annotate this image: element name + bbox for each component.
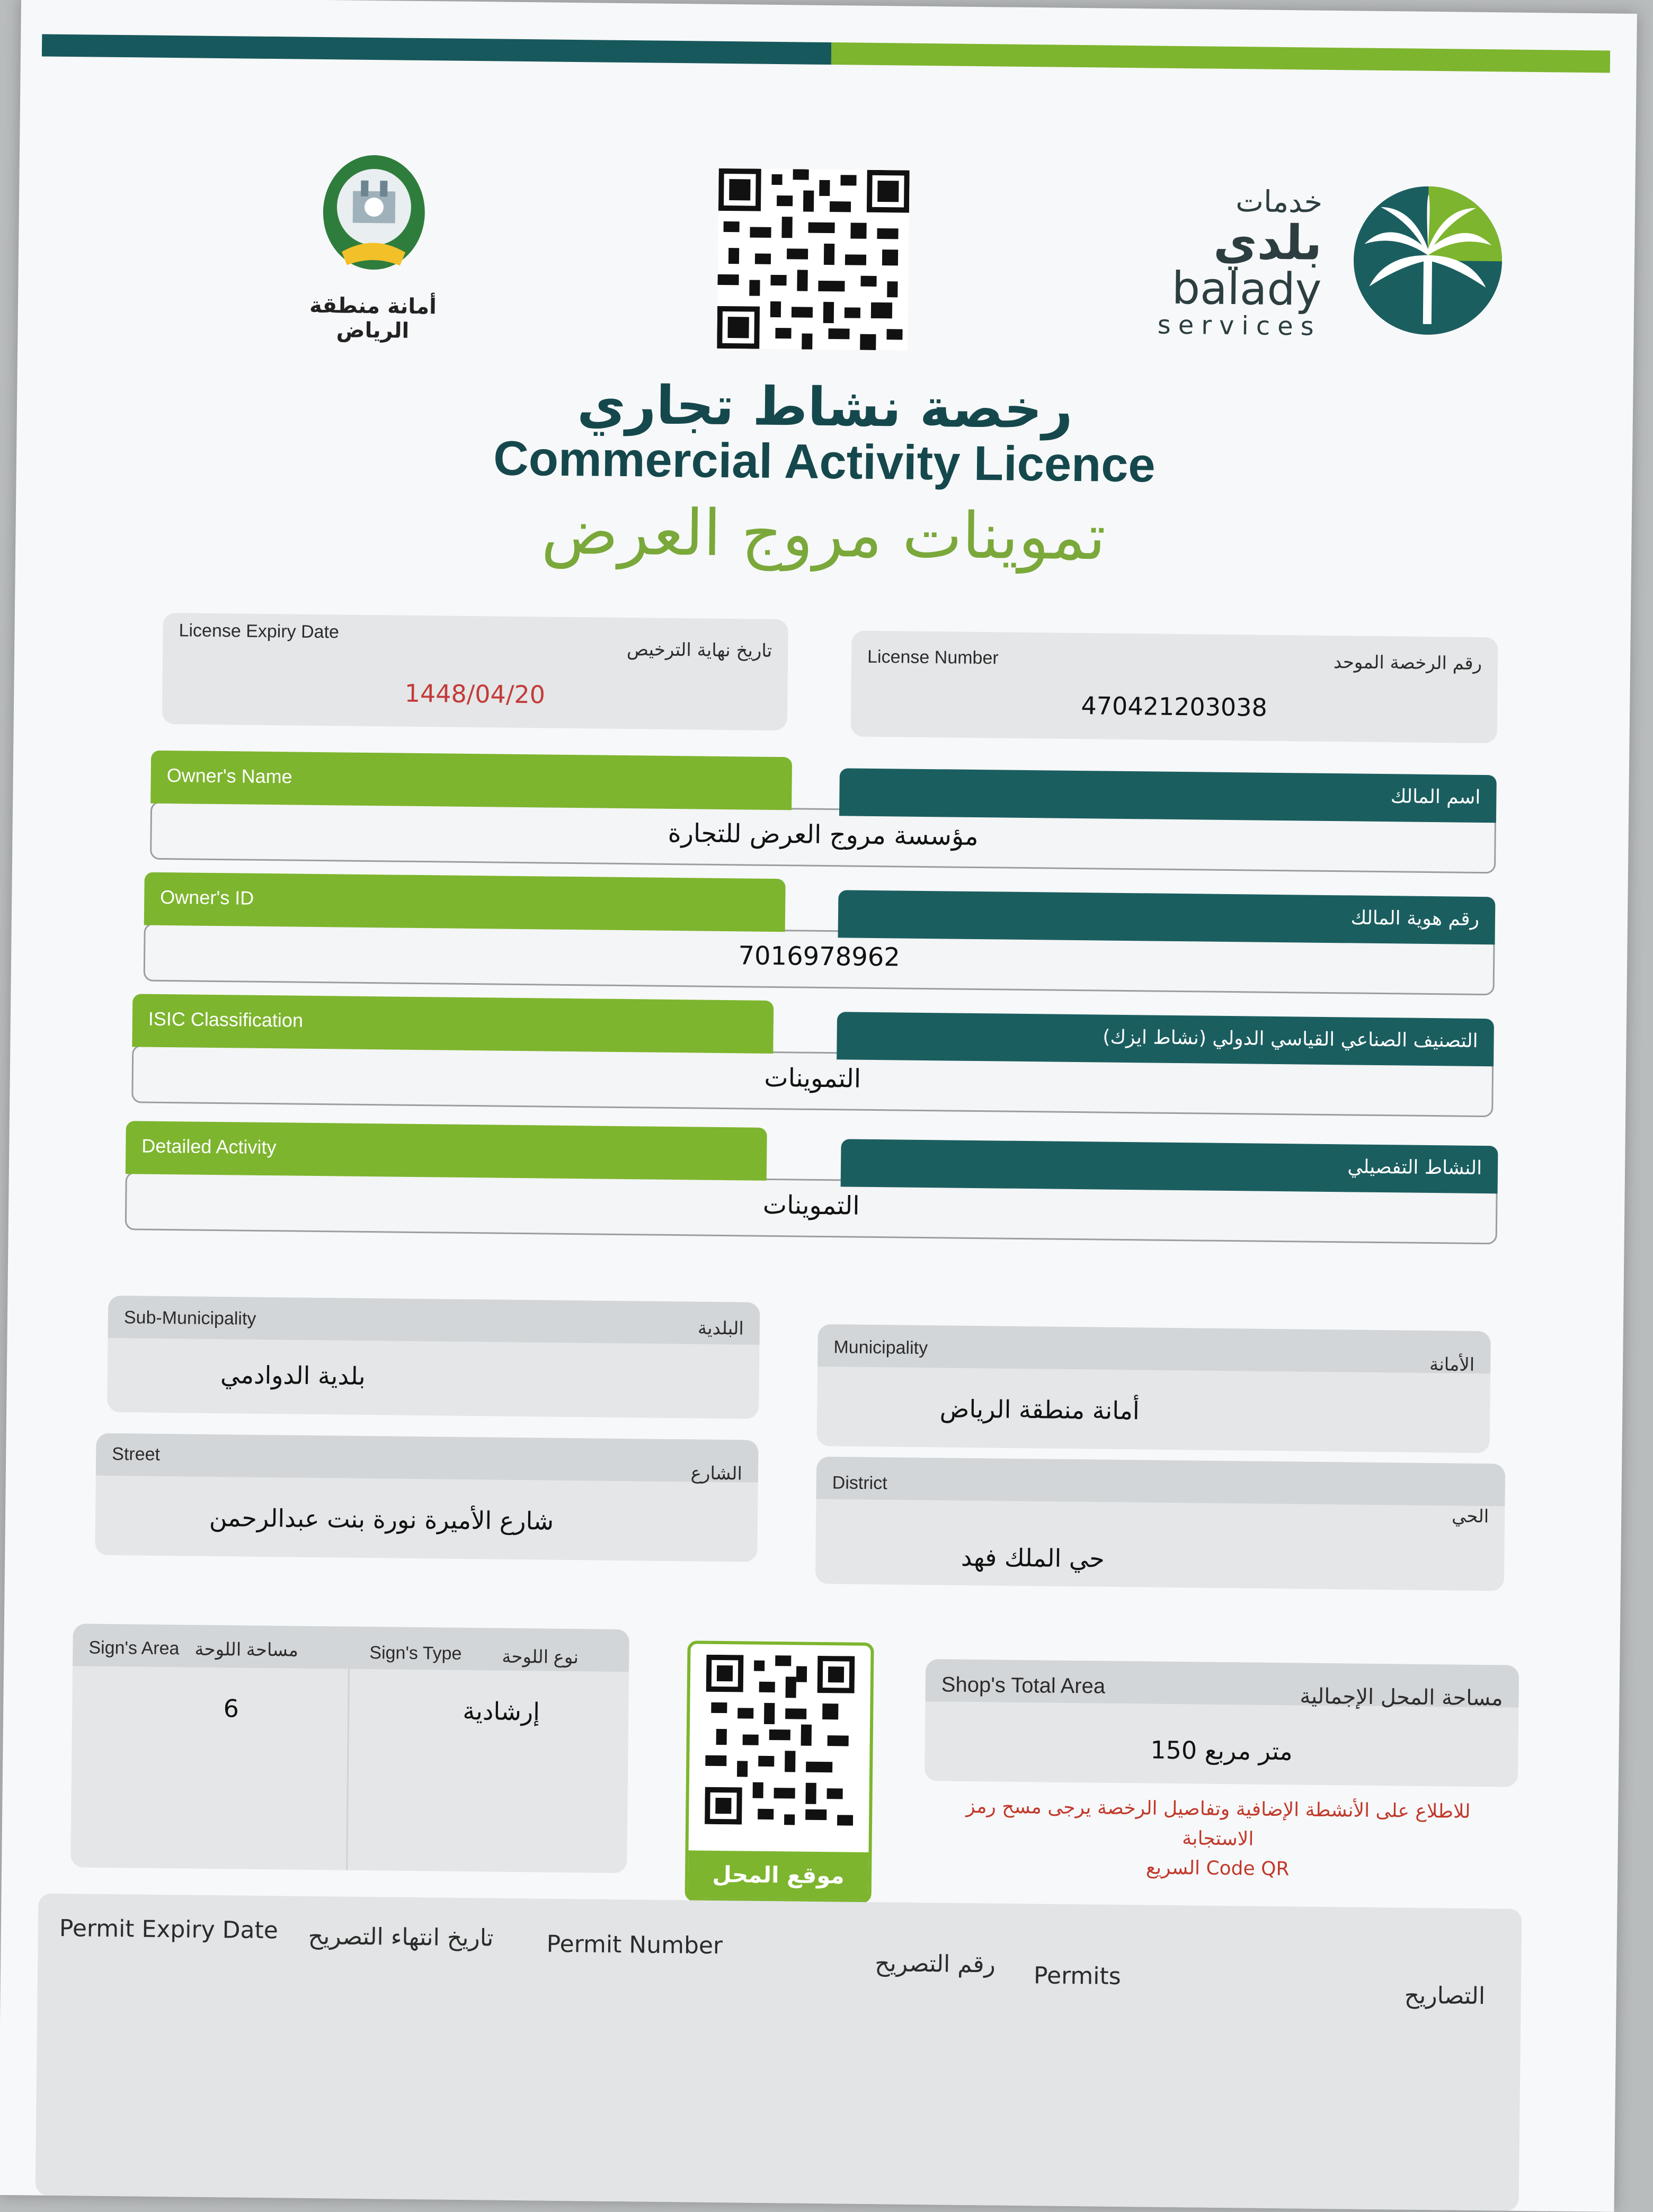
detailed-activity-label-ar: النشاط التفصيلي (1347, 1156, 1482, 1180)
owner-name-label-bar (150, 751, 792, 810)
shop-area-card (925, 1659, 1519, 1787)
sub-municipality-label-en: Sub-Municipality (123, 1307, 256, 1329)
detailed-activity-label-bar-ar (841, 1139, 1498, 1193)
title-english: Commercial Activity Licence (493, 431, 1156, 493)
balady-en: balady (1171, 262, 1322, 316)
permits-label-en: Permits (1033, 1962, 1121, 1990)
municipality-label-ar: الأمانة (1429, 1354, 1475, 1376)
qr-code-icon (705, 1655, 855, 1826)
permit-number-label-en: Permit Number (546, 1930, 723, 1960)
business-name: تموينات مروج العرض (541, 495, 1106, 575)
isic-label-bar (132, 994, 774, 1054)
top-bar-teal (42, 34, 831, 65)
municipality-card (817, 1324, 1491, 1453)
sub-municipality-card (107, 1296, 760, 1419)
owner-id-row (144, 872, 1496, 993)
isic-label-bar-ar (837, 1012, 1494, 1066)
owner-id-label-ar: رقم هوية المالك (1350, 907, 1480, 930)
street-header (96, 1433, 759, 1483)
district-header (816, 1457, 1505, 1506)
license-expiry-card (162, 613, 788, 730)
permit-expiry-label-ar: تاريخ انتهاء التصريح (308, 1922, 494, 1952)
top-color-bar (42, 34, 1610, 73)
sign-type-label-en: Sign's Type (369, 1643, 462, 1664)
owner-name-row (150, 751, 1497, 871)
sign-area-value: 6 (223, 1694, 239, 1723)
sign-card (70, 1624, 629, 1873)
district-label-en: District (832, 1473, 887, 1494)
qr-instruction-line2: السريع Code QR (1145, 1857, 1290, 1880)
detailed-activity-label-bar (126, 1121, 767, 1181)
shop-area-label-en: Shop's Total Area (941, 1673, 1106, 1698)
street-card (95, 1433, 758, 1562)
license-number-value: 470421203038 (1081, 691, 1268, 722)
license-number-label-en: License Number (867, 646, 999, 668)
riyadh-caption: أمانة منطقة الرياض (309, 293, 437, 343)
street-label-en: Street (112, 1443, 161, 1465)
district-value: حي الملك فهد (961, 1542, 1105, 1573)
district-card (815, 1457, 1505, 1591)
sign-area-label-en: Sign's Area (88, 1637, 180, 1659)
permits-table (35, 1894, 1522, 2211)
license-expiry-label-ar: تاريخ نهاية الترخيص (626, 639, 772, 662)
municipality-value: أمانة منطقة الرياض (939, 1394, 1140, 1425)
title-arabic: رخصة نشاط تجاري (576, 373, 1073, 441)
sign-area-label-ar: مساحة اللوحة (194, 1639, 299, 1661)
owner-name-label-bar-ar (839, 768, 1497, 823)
balady-services-text: services (1157, 310, 1321, 342)
balady-wordmark (1098, 183, 1322, 341)
permit-number-label-ar: رقم التصريح (875, 1950, 996, 1978)
isic-label-en: ISIC Classification (148, 1007, 304, 1031)
sign-type-label-ar: نوع اللوحة (502, 1646, 579, 1668)
sub-municipality-value: بلدية الدوادمي (220, 1360, 366, 1390)
owner-name-label-ar: اسم المالك (1390, 786, 1481, 808)
isic-value: التموينات (764, 1063, 861, 1094)
riyadh-municipality-logo (298, 154, 449, 344)
riyadh-seal-icon (320, 154, 428, 287)
detailed-activity-row (125, 1121, 1498, 1241)
license-expiry-value: 1448/04/20 (404, 679, 546, 709)
permits-label-ar: التصاريح (1404, 1982, 1486, 2010)
street-label-ar: الشارع (690, 1462, 743, 1485)
qr-instruction-line1: للاطلاع على الأنشطة الإضافية وتفاصيل الرخصة يرجى مسح رمز الاستجابة (966, 1795, 1471, 1850)
detailed-activity-label-en: Detailed Activity (141, 1135, 277, 1158)
owner-id-value: 7016978962 (738, 941, 901, 973)
balady-ar: بلدي (1213, 214, 1322, 271)
municipality-label-en: Municipality (833, 1337, 928, 1359)
owner-name-label-en: Owner's Name (166, 764, 292, 788)
isic-row (131, 994, 1494, 1114)
owner-id-label-en: Owner's ID (160, 886, 254, 909)
top-bar-green (831, 42, 1610, 73)
permit-expiry-label-en: Permit Expiry Date (59, 1914, 279, 1945)
qr-code-icon (717, 168, 910, 351)
license-number-card (851, 631, 1498, 744)
sign-type-value: إرشادية (463, 1696, 540, 1726)
palm-tree-icon (1321, 185, 1503, 346)
detailed-activity-value: التموينات (762, 1190, 860, 1221)
sign-divider (346, 1669, 350, 1870)
balady-ar-top: خدمات (1236, 184, 1323, 220)
license-expiry-label-en: License Expiry Date (179, 620, 340, 643)
owner-id-label-bar-ar (838, 890, 1496, 944)
license-number-label-ar: رقم الرخصة الموحد (1333, 652, 1482, 674)
shop-area-label-ar: مساحة المحل الإجمالية (1300, 1684, 1503, 1711)
owner-name-value: مؤسسة مروج العرض للتجارة (668, 818, 979, 852)
shop-area-value: 150 متر مربع (1150, 1735, 1293, 1766)
owner-id-label-bar (144, 872, 786, 932)
shop-location-qr[interactable] (685, 1640, 874, 1903)
qr-instruction-note (929, 1791, 1507, 1886)
isic-label-ar: التصنيف الصناعي القياسي الدولي (نشاط ايزك) (1103, 1026, 1478, 1052)
street-value: شارع الأميرة نورة بنت عبدالرحمن (209, 1503, 554, 1536)
sub-municipality-label-ar: البلدية (697, 1317, 744, 1340)
shop-location-caption: موقع المحل (688, 1850, 869, 1900)
balady-services-logo (1098, 183, 1577, 346)
district-label-ar: الحي (1451, 1505, 1489, 1528)
